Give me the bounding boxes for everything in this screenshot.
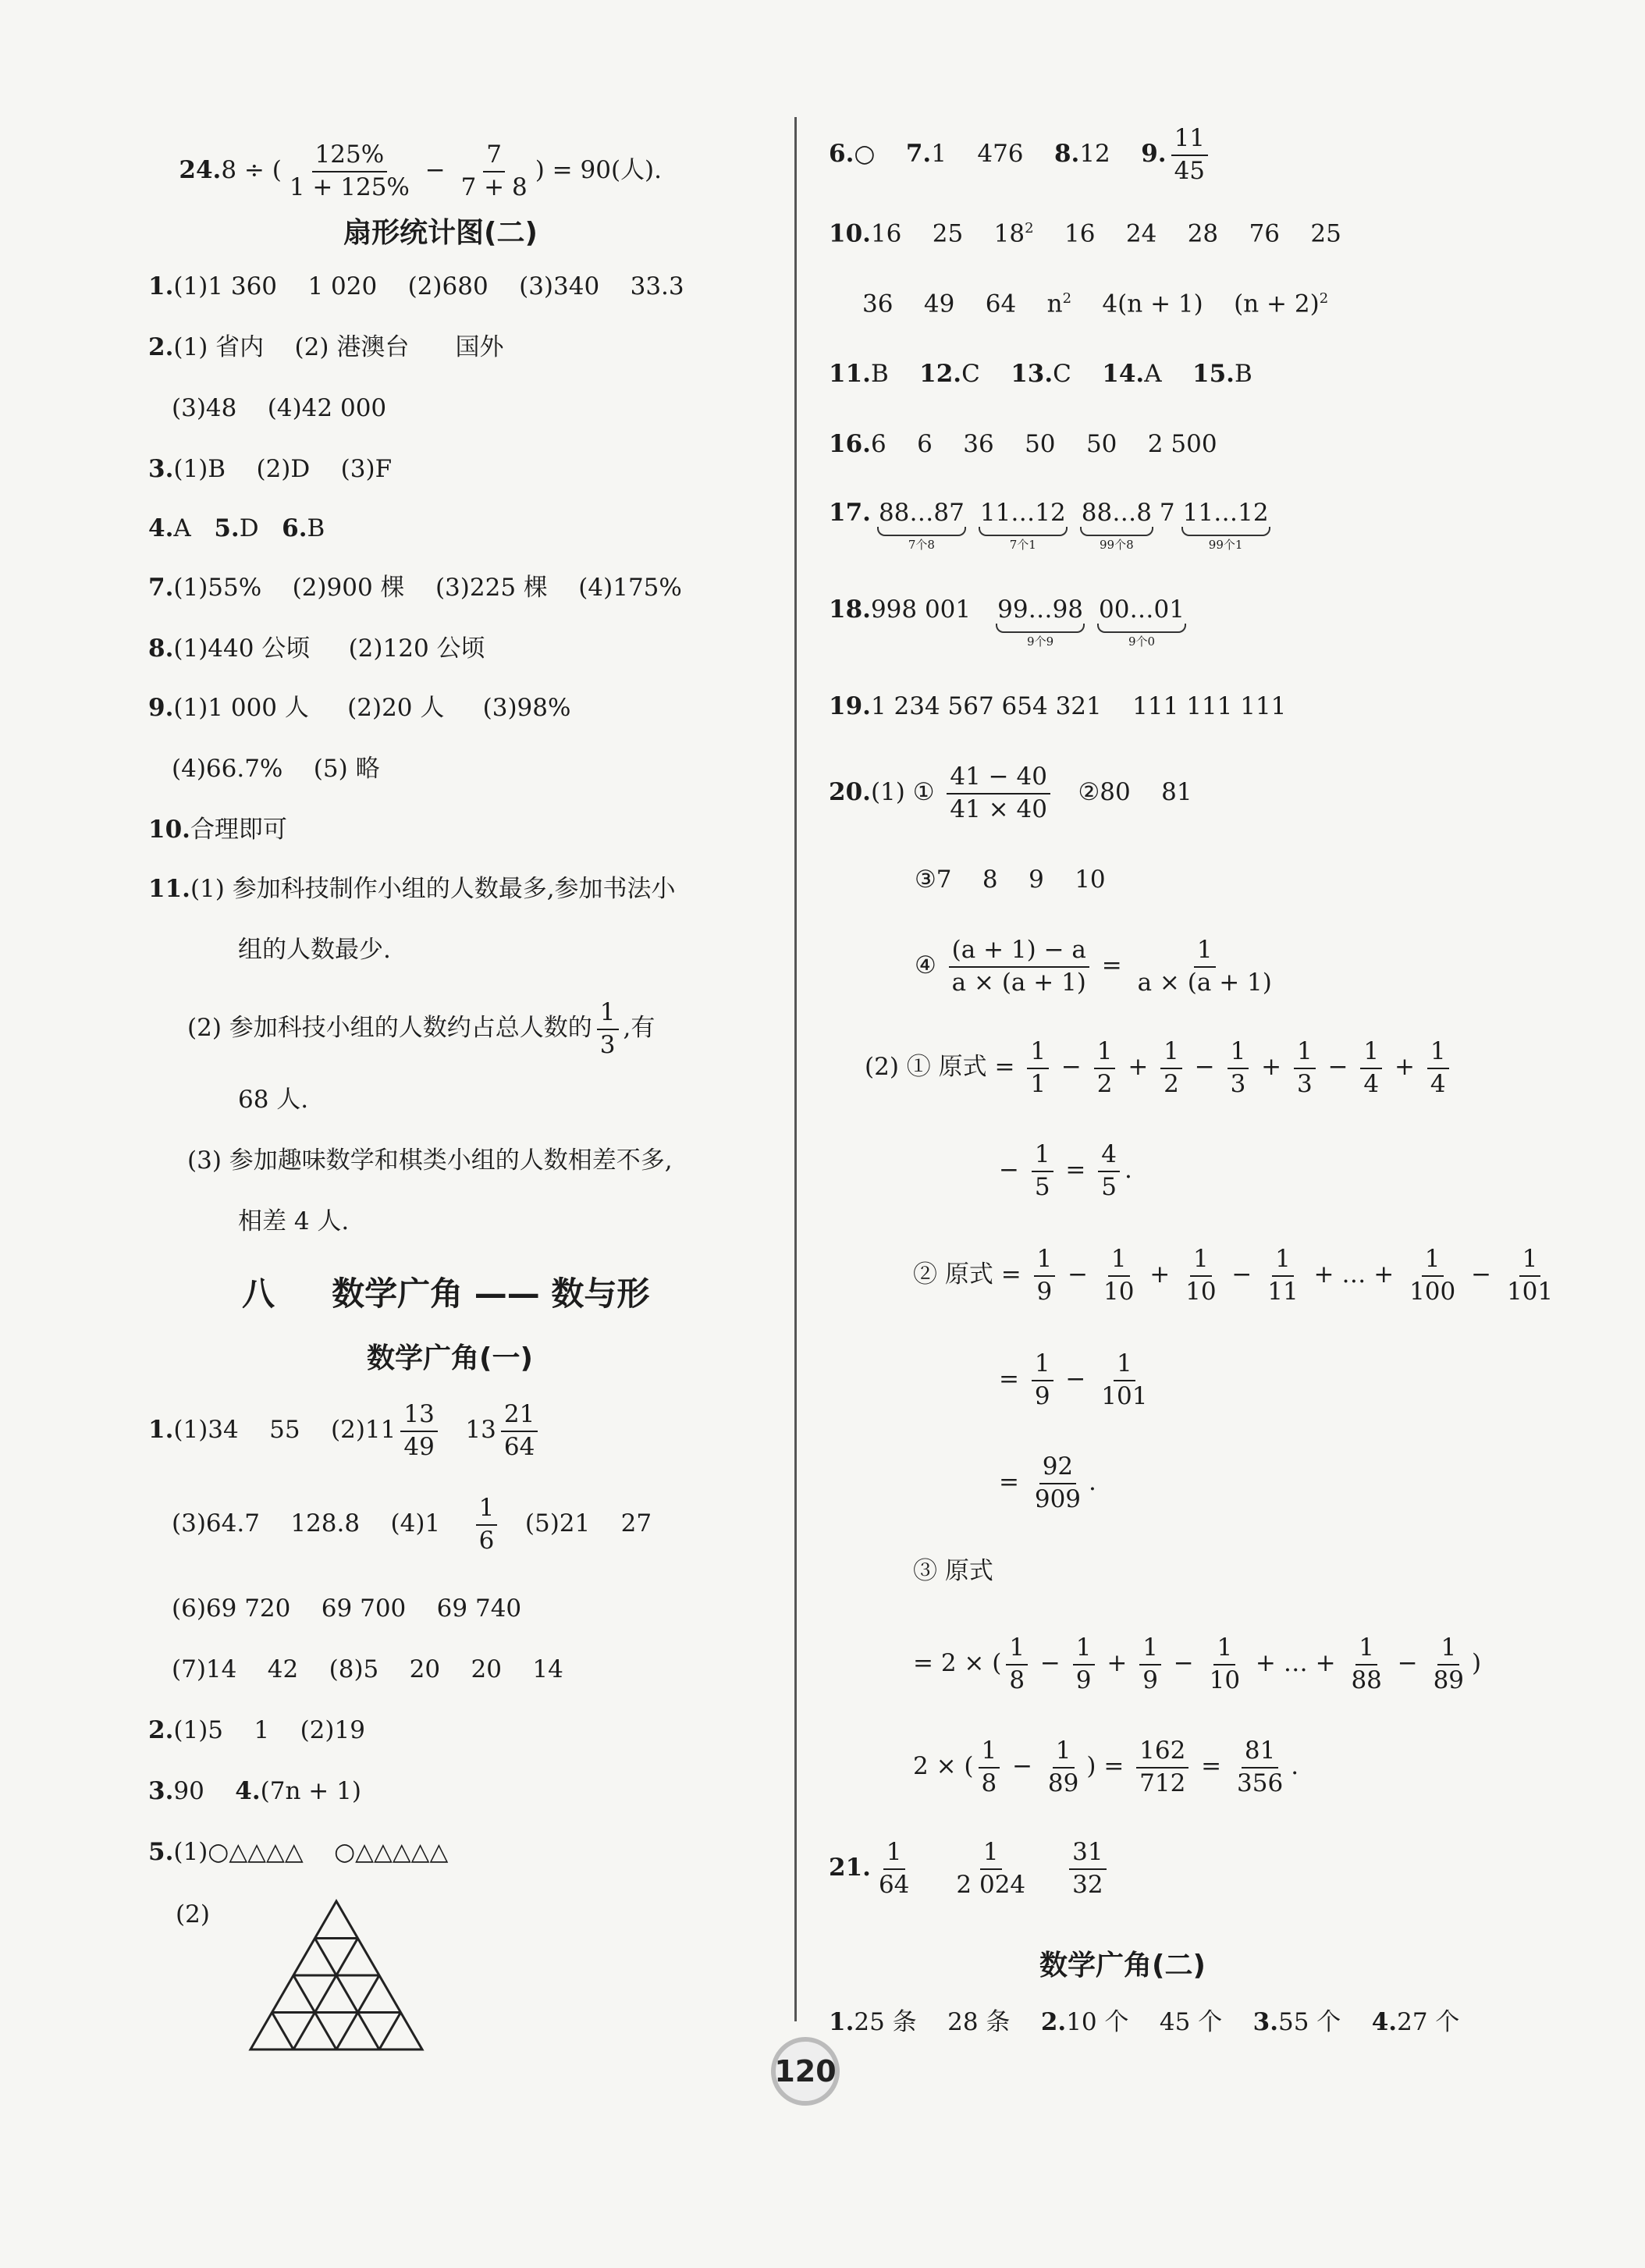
answer-g1-cont: (7)14 42 (8)5 20 20 14 — [172, 1655, 563, 1683]
answer-g1-cont: (6)69 720 69 700 69 740 — [172, 1594, 522, 1623]
answer-r20-2-3-result: 2 × ( $\frac{1}{8}$ − $\frac{1}{89}$ ) = $\frac{162}{712}$ = $\frac{81}{356}$ . — [913, 1737, 1299, 1797]
underbrace: 00…01 9个0 — [1099, 595, 1185, 649]
answer-r20: 20.(1) ① $\frac{41 - 40}{41 \times 40}$ ②80 81 — [829, 763, 1192, 823]
answer-11-3: (3) 参加趣味数学和棋类小组的人数相差不多, — [187, 1146, 673, 1175]
answer-1: 1.(1)1 360 1 020 (2)680 (3)340 33.3 — [148, 272, 684, 300]
fraction: $\frac{41 - 40}{41 \times 40}$ — [947, 763, 1050, 823]
answer-r21: 21. $\frac{1}{64}$ $\frac{1}{2 024}$ $\frac{31}{32}$ — [829, 1839, 1111, 1899]
fraction: $\frac{21}{64}$ — [501, 1401, 538, 1461]
answer-r6-9: 6.○ 7.1 476 8.12 9. $\frac{11}{45}$ — [829, 125, 1213, 185]
underbrace: 99…98 9个9 — [997, 595, 1084, 649]
answer-r20-2-1-cont: − $\frac{1}{5}$ = $\frac{4}{5}$ . — [999, 1140, 1132, 1201]
answer-g5: 5.(1)○△△△△ ○△△△△△ — [148, 1838, 449, 1866]
underbrace: 88…8 99个8 — [1081, 499, 1152, 552]
answer-g5-2: (2) — [176, 1900, 210, 1929]
answer-r11-15: 11.B 12.C 13.C 14.A 15.B — [829, 360, 1252, 388]
answer-2-cont: (3)48 (4)42 000 — [172, 394, 387, 422]
fraction: $\frac{(a + 1) - a}{a \times (a + 1)}$ — [949, 937, 1089, 997]
answer-r18: 18.998 001 99…98 9个9 00…01 9个0 — [829, 595, 1185, 649]
section-title: 数学广角(一) — [367, 1342, 533, 1374]
answer-g2: 2.(1)5 1 (2)19 — [148, 1716, 365, 1744]
answer-r17: 17. 88…87 7个8 11…12 7个1 88…8 99个8 7 11…12 99个1 — [829, 499, 1269, 552]
answer-2: 2.(1) 省内 (2) 港澳台 国外 — [148, 333, 504, 361]
answer-r20-3: ③7 8 9 10 — [915, 866, 1106, 894]
fraction: $\frac{7}{7 + 8}$ — [460, 140, 528, 201]
fraction: $\frac{1}{a \times (a + 1)}$ — [1137, 936, 1272, 997]
fraction: $\frac{13}{49}$ — [400, 1401, 437, 1461]
underbrace: 88…87 7个8 — [878, 499, 965, 552]
answer-r16: 16.6 6 36 50 50 2 500 — [829, 430, 1217, 458]
answer-r10: 10.16 25 $18^2$ 16 24 28 76 25 — [829, 219, 1341, 248]
fraction: $\frac{1}{6}$ — [476, 1495, 498, 1555]
triangle-figure — [248, 1898, 425, 2053]
answer-r20-4: ④ $\frac{(a + 1) - a}{a \times (a + 1)}$ = $\frac{1}{a \times (a + 1)}$ — [915, 937, 1280, 997]
answer-11-3-cont: 相差 4 人. — [238, 1207, 350, 1235]
answer-8: 8.(1)440 公顷 (2)120 公顷 — [148, 635, 485, 663]
answer-11-2: (2) 参加科技小组的人数约占总人数的 $\frac{1}{3}$ ,有 — [187, 998, 656, 1059]
column-divider — [794, 117, 797, 2021]
answer-r20-2-1: (2) ① 原式 = $\frac{1}{1}$ − $\frac{1}{2}$ + $\frac{1}{2}$ − $\frac{1}{3}$ + $\frac{1}{3}$ − $\frac{1}{4}$ + $\frac{1}{4}$ — [865, 1038, 1454, 1098]
answer-4-6: 4.A 5.D 6.B — [148, 514, 325, 542]
answer-r20-2-3-step: = 2 × ( $\frac{1}{8}$ − $\frac{1}{9}$ + $\frac{1}{9}$ − $\frac{1}{10}$ + … + $\frac{1}{88}$ − $\frac{1}{89}$ ) — [913, 1633, 1482, 1694]
answer-9: 9.(1)1 000 人 (2)20 人 (3)98% — [148, 694, 571, 722]
fraction: $\frac{11}{45}$ — [1171, 125, 1208, 185]
answer-r20-2-2: ② 原式 = $\frac{1}{9}$ − $\frac{1}{10}$ + $\frac{1}{10}$ − $\frac{1}{11}$ + … + $\frac{1}{100}$ − $\frac{1}{101}$ — [913, 1245, 1554, 1306]
chapter-title: 八 数学广角 —— 数与形 — [242, 1274, 650, 1313]
answer-last-row: 1.25 条 28 条 2.10 个 45 个 3.55 个 4.27 个 — [829, 2008, 1460, 2036]
answer-r20-2-2-result: = $\frac{92}{909}$ . — [999, 1452, 1096, 1513]
section-title: 扇形统计图(二) — [343, 217, 538, 249]
answer-24: 24.8 ÷ ( $\frac{125\%}{1 + 125\%}$ − $\frac{7}{7 + 8}$ ) = 90(人). — [179, 140, 662, 201]
answer-11-2-cont: 68 人. — [238, 1086, 309, 1114]
answer-11-cont: 组的人数最少. — [238, 936, 391, 964]
answer-r20-2-3: ③ 原式 — [913, 1557, 993, 1585]
answer-g1-cont: (3)64.7 128.8 (4)1 $\frac{1}{6}$ (5)21 27 — [172, 1494, 652, 1555]
fraction: $\frac{1}{3}$ — [597, 999, 619, 1059]
answer-r10-cont: 36 49 64 $n^2$ 4(n + 1) $(n + 2)^2$ — [862, 290, 1329, 318]
answer-g1: 1.(1)34 55 (2)11 $\frac{13}{49}$ 13 $\frac{21}{64}$ — [148, 1401, 542, 1461]
underbrace: 11…12 99个1 — [1182, 499, 1269, 552]
answer-3: 3.(1)B (2)D (3)F — [148, 455, 393, 483]
fraction: $\frac{125\%}{1 + 125\%}$ — [289, 140, 410, 201]
answer-11: 11.(1) 参加科技制作小组的人数最多,参加书法小 — [148, 875, 676, 903]
answer-10: 10.合理即可 — [148, 816, 287, 844]
underbrace: 11…12 7个1 — [979, 499, 1066, 552]
answer-g3-4: 3.90 4.(7n + 1) — [148, 1777, 361, 1805]
answer-7: 7.(1)55% (2)900 棵 (3)225 棵 (4)175% — [148, 574, 682, 602]
section-title: 数学广角(二) — [1039, 1950, 1206, 1982]
answer-r20-2-2-cont: = $\frac{1}{9}$ − $\frac{1}{101}$ — [999, 1349, 1148, 1410]
page-number: 120 — [771, 2037, 840, 2106]
answer-9-cont: (4)66.7% (5) 略 — [172, 755, 380, 783]
answer-r19: 19.1 234 567 654 321 111 111 111 — [829, 692, 1287, 720]
